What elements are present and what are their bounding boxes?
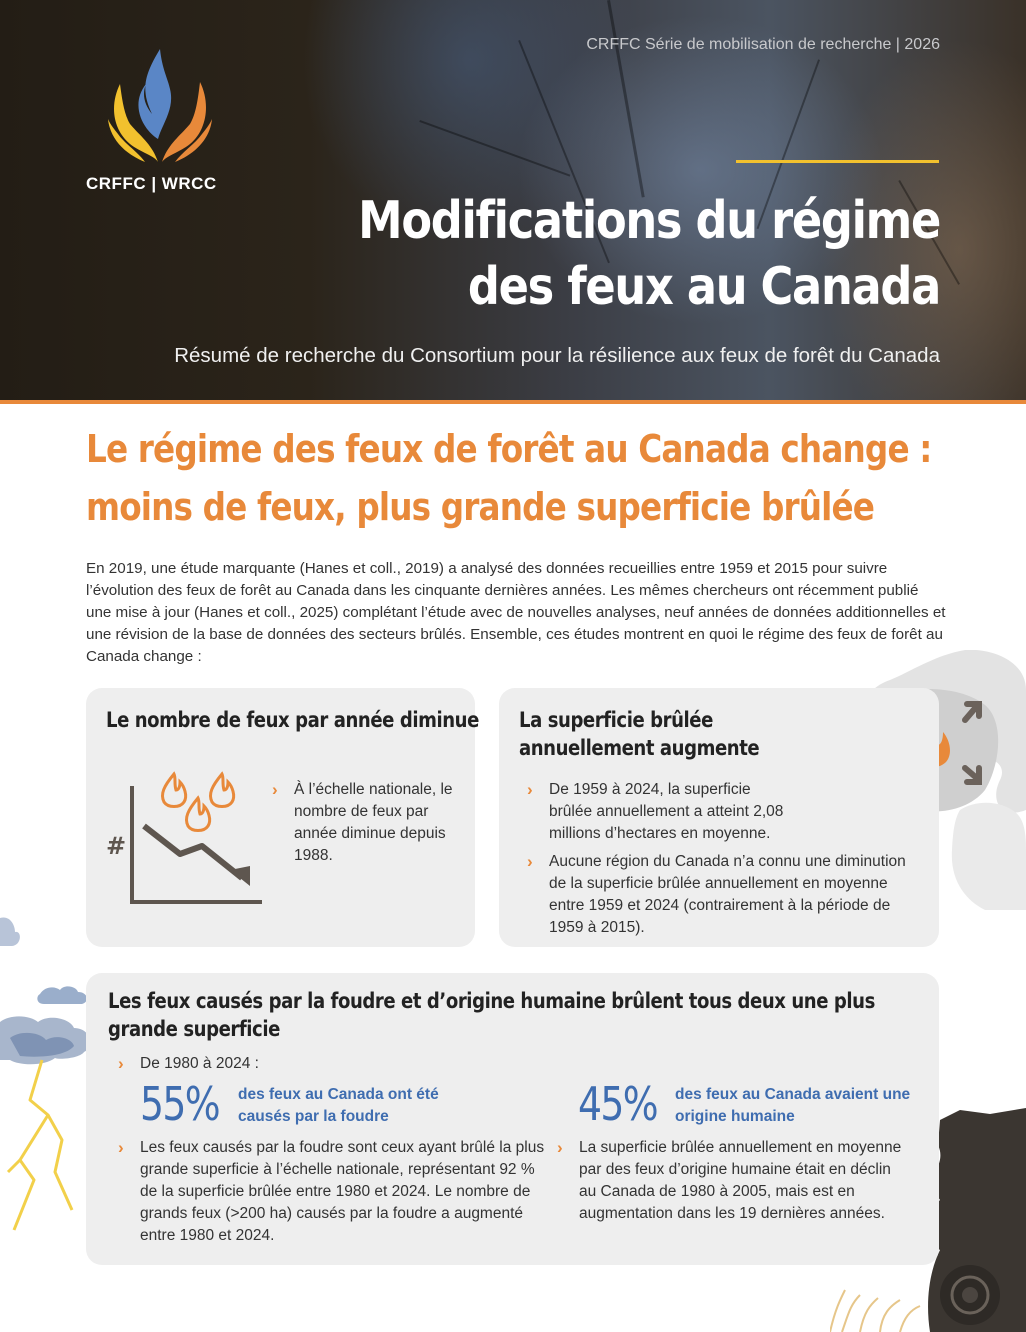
chevron-right-icon: › [118, 1054, 124, 1073]
chevron-right-icon: › [118, 1138, 124, 1157]
declining-fires-chart-icon [102, 766, 272, 908]
title-accent-line [736, 160, 939, 163]
card-fire-count-bullet-text: À l’échelle nationale, le nombre de feux par année diminue depuis 1988. [294, 781, 453, 864]
lightning-bullet [118, 1137, 550, 1247]
period-bullet-text: De 1980 à 2024 : [140, 1055, 259, 1072]
human-bullet-text: La superficie brûlée annuellement en moyenne par des feux d’origine humaine était en déclin au Canada de 1980 à 2005, mais est en augmentation dans les 19 dernières années. [579, 1139, 902, 1222]
lightning-bullet-text: Les feux causés par la foudre sont ceux ayant brûlé la plus grande superficie à l’échelle nationale, représentant 92 % de la superficie brûlée entre 1980 et 2024. Le nombre de grands feux (>200 ha) causés par la foudre a augmenté entre 1980 et 2024. [140, 1139, 545, 1244]
period-bullet [118, 1053, 440, 1075]
card-burned-area [499, 688, 939, 947]
chart-axis-label: # [106, 832, 127, 860]
card-burned-area-bullet-2 [527, 851, 924, 939]
chevron-right-icon: › [527, 852, 533, 871]
chevron-right-icon: › [272, 780, 278, 799]
lightning-percentage-label: des feux au Canada ont été causés par la foudre [238, 1086, 439, 1125]
card-fire-count [86, 688, 479, 947]
human-percentage: 45% [578, 1077, 657, 1131]
logo-text: CRFFC | WRCC [86, 174, 217, 193]
section-heading-line-1: Le régime des feux de forêt au Canada change : [86, 427, 932, 471]
card-fire-count-title: Le nombre de feux par année diminue [106, 708, 479, 732]
card-burned-area-title-line-2: annuellement augmente [519, 736, 760, 760]
card-burned-area-bullet-2-text: Aucune région du Canada n’a connu une diminution de la superficie brûlée annuellement en moyenne entre 1959 et 2024 (contrairement à la période de 1959 à 2015). [549, 853, 906, 936]
intro-paragraph: En 2019, une étude marquante (Hanes et coll., 2019) a analysé des données recueillies entre 1959 et 2015 pour suivre l’évolution des feux de forêt au Canada dans les cinquante dernières années. Les mêmes chercheurs ont récemment publié une mise à jour (Hanes et coll., 2025) complétant l’étude avec de nouvelles analyses, neuf années de données additionnelles et une révision de la base de données des secteurs brûlés. Ensemble, ces études montrent en quoi le régime des feux de forêt au Canada change : [86, 560, 946, 665]
lightning-percentage: 55% [140, 1077, 219, 1131]
human-bullet [557, 1137, 909, 1225]
page-title [338, 188, 940, 320]
card-burned-area-bullet-1-text: De 1959 à 2024, la superficie brûlée annuellement a atteint 2,08 millions d’hectares en moyenne. [549, 781, 784, 842]
header-banner [0, 0, 1026, 400]
chevron-right-icon: › [557, 1138, 563, 1157]
page-title-line-1: Modifications du régime [358, 191, 940, 251]
card-burned-area-bullet-1 [527, 779, 789, 845]
page-subtitle: Résumé de recherche du Consortium pour la résilience aux feux de forêt du Canada [174, 344, 940, 367]
human-percentage-label: des feux au Canada avaient une origine humaine [675, 1086, 911, 1125]
card-burned-area-title-line-1: La superficie brûlée [519, 708, 713, 732]
section-heading [86, 420, 932, 536]
card-fire-causes [86, 973, 939, 1265]
card-burned-area-title [519, 706, 777, 762]
series-label: CRFFC Série de mobilisation de recherche | 2026 [586, 36, 940, 53]
chevron-right-icon: › [527, 780, 533, 799]
header-divider [0, 400, 1026, 404]
crffc-logo [84, 44, 234, 204]
page-title-line-2: des feux au Canada [467, 257, 940, 317]
flame-logo-icon [100, 44, 220, 169]
card-fire-causes-title: Les feux causés par la foudre et d’origine humaine brûlent tous deux une plus grande superficie [108, 989, 875, 1041]
section-heading-line-2: moins de feux, plus grande superficie brûlée [86, 485, 875, 529]
card-fire-count-bullet [272, 779, 459, 867]
